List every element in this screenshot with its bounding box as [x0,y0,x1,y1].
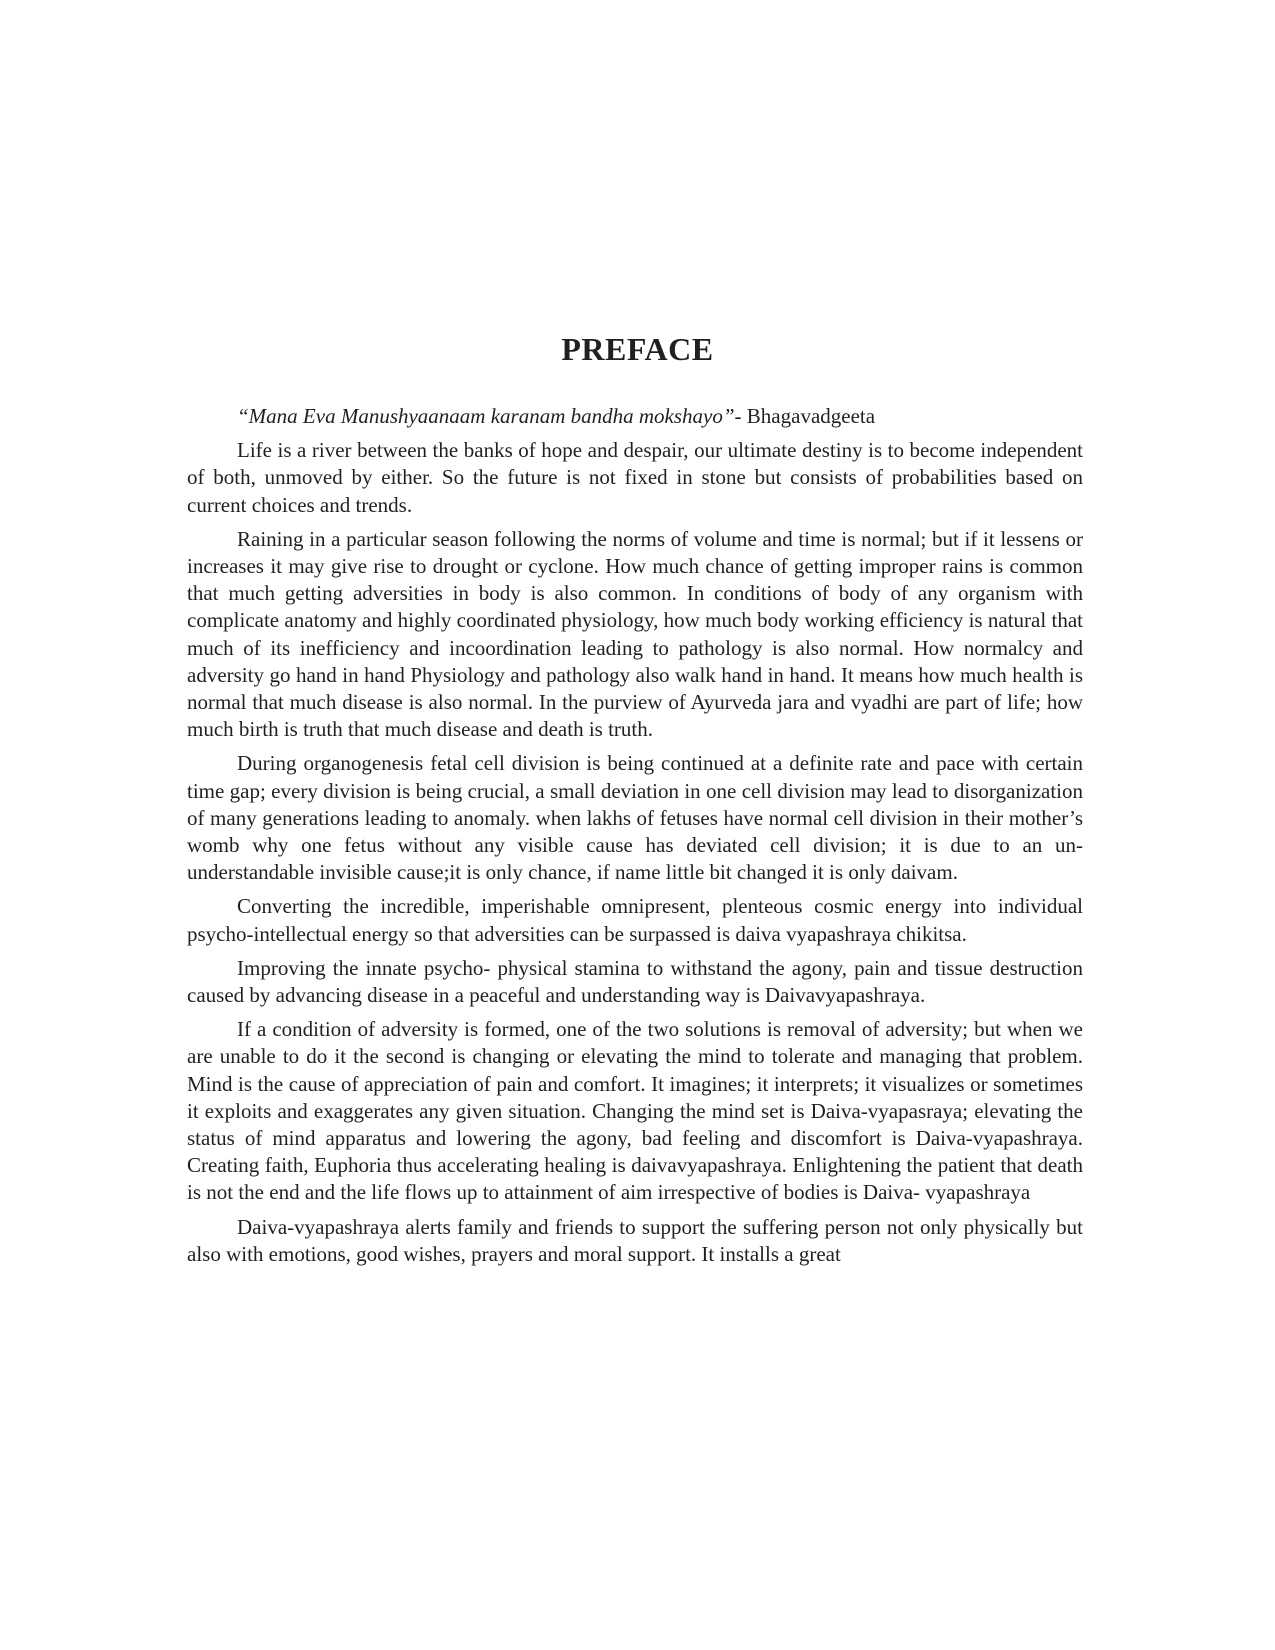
epigraph [187,403,1083,430]
paragraph-family-support: Daiva-vyapashraya alerts family and friends to support the suffering person not only physically but also with emotions, good wishes, prayers and moral support. It installs a great [187,1214,1083,1266]
paragraph-cosmic-energy: Converting the incredible, imperishable omnipresent, plenteous cosmic energy into individual psycho-intellectual energy so that adversities can be surpassed is daiva vyapashraya chikitsa. [187,894,1083,946]
paragraph-innate-stamina: Improving the innate psycho- physical stamina to withstand the agony, pain and tissue destruction caused by advancing disease in a peaceful and understanding way is Daivavyapashraya. [187,955,1083,1008]
epigraph-source: - Bhagavadgeeta [734,404,876,428]
paragraph-adversity: If a condition of adversity is formed, one of the two solutions is removal of adversity; but when we are unable to do it the second is changing or elevating the mind to tolerate and managing that problem. Mind is the cause of appreciation of pain and comfort. It imagines; it interprets; it visualizes or sometimes it exploits and exaggerates any given situation. Changing the mind set is Daiva-vyapasraya; elevating the status of mind apparatus and lowering the agony, bad feeling and discomfort is Daiva-vyapashraya. Creating faith, Euphoria thus accelerating healing is daivavyapashraya. Enlightening the patient that death is not the end and the life flows up to attainment of aim irrespective of bodies is Daiva- vyapashraya [187,1017,1083,1205]
paragraph-organogenesis: During organogenesis fetal cell division is being continued at a definite rate and pace with certain time gap; every division is being crucial, a small deviation in one cell division may lead to disorganization of many generations leading to anomaly. when lakhs of fetuses have normal cell division in their mother’s womb why one fetus without any visible cause has deviated cell division; it is due to an un-understandable invisible cause;it is only chance, if name little bit changed it is only daivam. [187,751,1083,885]
page-title: PREFACE [561,331,714,367]
epigraph-quote: “Mana Eva Manushyaanaam karanam bandha mokshayo” [237,404,735,428]
paragraph-life-river: Life is a river between the banks of hope and despair, our ultimate destiny is to become independent of both, unmoved by either. So the future is not fixed in stone but consists of probabilities based on current choices and trends. [187,438,1083,517]
paragraph-raining-season: Raining in a particular season following the norms of volume and time is normal; but if it lessens or increases it may give rise to drought or cyclone. How much chance of getting improper rains is common that much getting adversities in body is also common. In conditions of body of any organism with complicate anatomy and highly coordinated physiology, how much body working efficiency is natural that much of its inefficiency and incoordination leading to pathology is also normal. How normalcy and adversity go hand in hand Physiology and pathology also walk hand in hand. It means how much health is normal that much disease is also normal. In the purview of Ayurveda jara and vyadhi are part of life; how much birth is truth that much disease and death is truth. [187,526,1083,742]
preface-body [187,403,1083,1275]
